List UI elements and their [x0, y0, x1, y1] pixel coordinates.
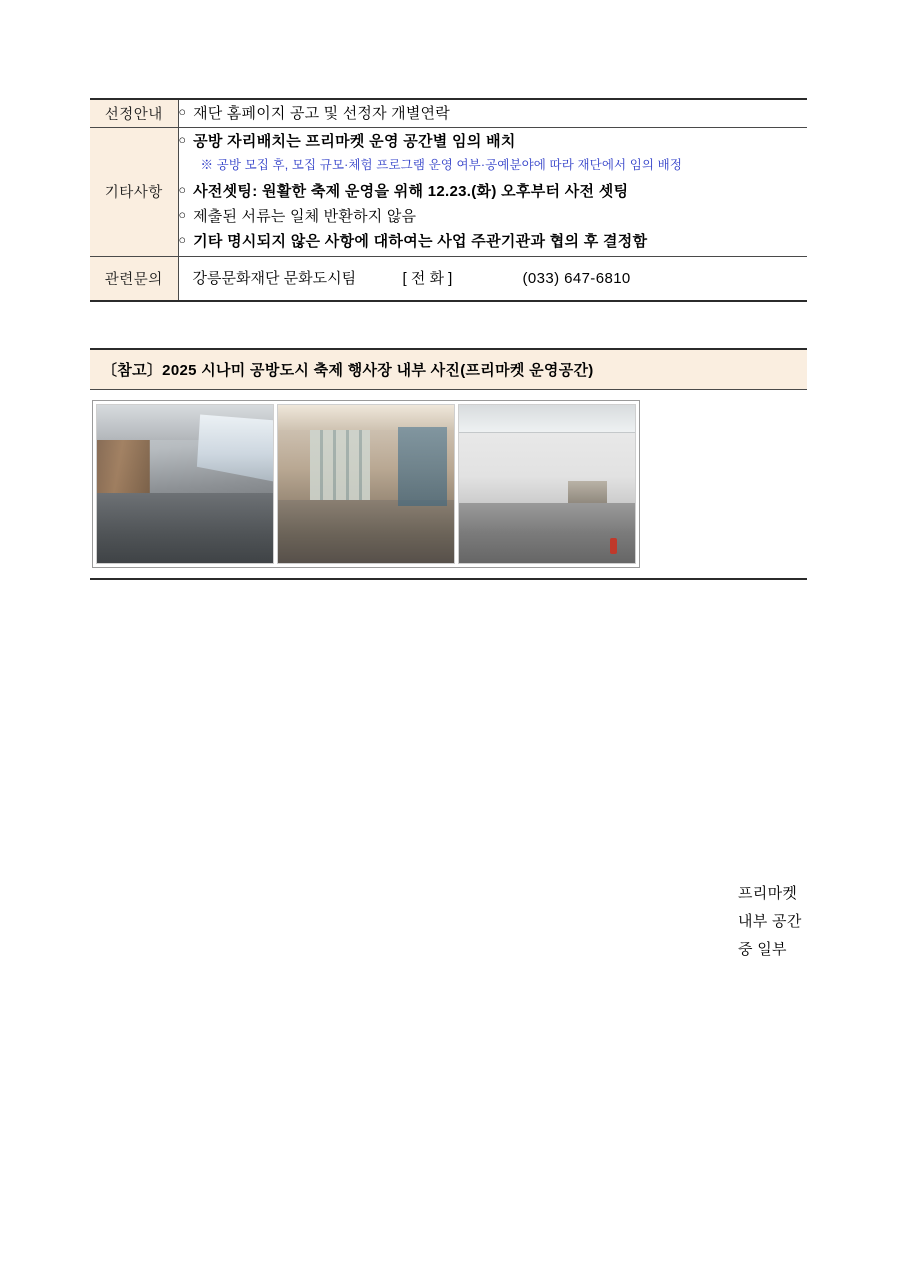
- premarket-photo-2: [277, 404, 455, 564]
- row-content-selection-guide: [178, 99, 807, 128]
- list-item: [179, 102, 808, 125]
- list-item-text: 기타 명시되지 않은 사항에 대하여는 사업 주관기관과 협의 후 결정함: [193, 233, 648, 251]
- row-label-selection-guide: 선정안내: [90, 99, 178, 128]
- row-content-contact: [178, 256, 807, 301]
- list-item: [179, 180, 808, 203]
- list-item: [179, 130, 808, 153]
- list-item: [179, 205, 808, 228]
- contact-organization: 강릉문화재단 문화도시팀: [192, 269, 357, 287]
- table-row-other-matters: [90, 128, 807, 256]
- premarket-photo-3: [458, 404, 636, 564]
- photo-strip: [92, 400, 640, 568]
- list-item-text: 사전셋팅: 원활한 축제 운영을 위해 12.23.(화) 오후부터 사전 셋팅: [193, 182, 629, 200]
- contact-phone-number: (033) 647-6810: [522, 269, 631, 287]
- row-content-other-matters: [178, 128, 807, 256]
- contact-phone-label: [ 전 화 ]: [402, 269, 453, 287]
- contact-line: [193, 267, 798, 290]
- photo-ceiling: [278, 405, 454, 430]
- circle-bullet-icon: ○: [178, 208, 187, 223]
- photo-caption-line-1: 프리마켓 내부 공간: [738, 885, 802, 930]
- photo-floor: [97, 493, 273, 563]
- photo-red-object: [610, 538, 617, 554]
- list-item-text: 재단 홈페이지 공고 및 선정자 개별연락: [193, 105, 450, 122]
- circle-bullet-icon: ○: [178, 105, 187, 119]
- photo-ceiling: [97, 405, 273, 440]
- photo-caption: [738, 880, 807, 963]
- photo-floor: [278, 500, 454, 563]
- circle-bullet-icon: ○: [178, 133, 187, 148]
- table-row-contact: [90, 256, 807, 301]
- table-row-selection-guide: [90, 99, 807, 128]
- circle-bullet-icon: ○: [178, 233, 187, 248]
- reference-photo-area: [90, 393, 807, 958]
- premarket-photo-1: [96, 404, 274, 564]
- information-table: [90, 98, 807, 302]
- circle-bullet-icon: ○: [178, 182, 187, 197]
- photo-caption-line-2: 중 일부: [738, 940, 787, 958]
- reference-heading: 〔참고〕2025 시나미 공방도시 축제 행사장 내부 사진(프리마켓 운영공간): [90, 348, 807, 390]
- list-item: [179, 230, 808, 253]
- list-item-text: 제출된 서류는 일체 반환하지 않음: [193, 208, 417, 226]
- photo-floor: [459, 503, 635, 563]
- row-label-contact: 관련문의: [90, 256, 178, 301]
- note-text: ※ 공방 모집 후, 모집 규모·체험 프로그램 운영 여부·공예분야에 따라 재단에서 임의 배정: [200, 157, 683, 172]
- list-item-text: 공방 자리배치는 프리마켓 운영 공간별 임의 배치: [193, 133, 516, 151]
- row-label-other-matters: 기타사항: [90, 128, 178, 256]
